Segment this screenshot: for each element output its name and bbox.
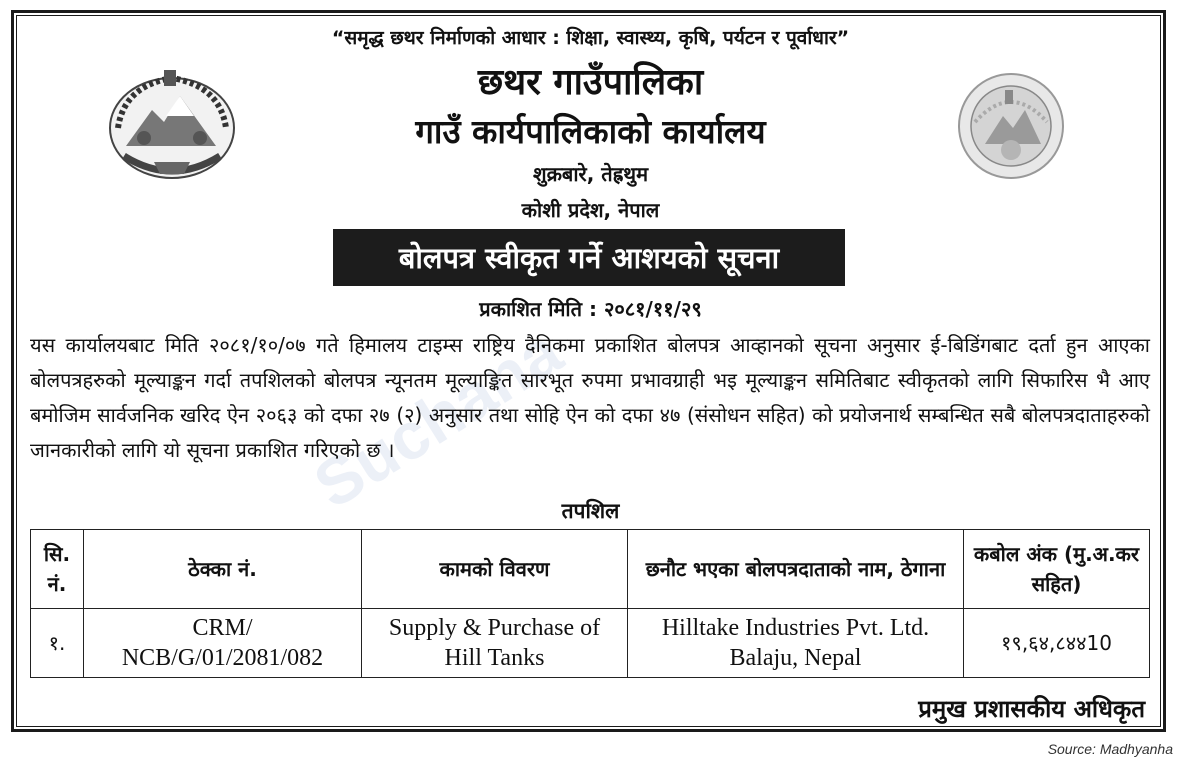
table-title: तपशिल [561, 499, 620, 523]
header-amount: कबोल अंक (मु.अ.कर सहित) [964, 530, 1150, 609]
cell-contract-no: CRM/ NCB/G/01/2081/082 [84, 609, 362, 678]
published-date: प्रकाशित मिति : २०८१/११/२९ [479, 297, 702, 321]
office-province: कोशी प्रदेश, नेपाल [521, 198, 660, 222]
watermark: Suchana [301, 313, 574, 523]
signatory-title: प्रमुख प्रशासकीय अधिकृत [918, 695, 1145, 723]
cell-sn: १. [31, 609, 84, 678]
cell-description: Supply & Purchase of Hill Tanks [362, 609, 628, 678]
source-credit: Source: Madhyanha [1047, 741, 1173, 757]
table-header-row [31, 530, 1150, 609]
office-location: शुक्रबारे, तेह्रथुम [532, 162, 649, 186]
award-details-table [30, 529, 1150, 678]
header-description: कामको विवरण [362, 530, 628, 609]
header-sn: सि. नं. [31, 530, 84, 609]
table-row [31, 609, 1150, 678]
slogan: “समृद्ध छथर निर्माणको आधार : शिक्षा, स्वास्थ्य, कृषि, पर्यटन र पूर्वाधार” [331, 27, 850, 49]
header-contract-no: ठेक्का नं. [84, 530, 362, 609]
notice-title-banner: बोलपत्र स्वीकृत गर्ने आशयको सूचना [333, 229, 845, 286]
office-name: गाउँ कार्यपालिकाको कार्यालय [415, 112, 766, 151]
cell-bidder: Hilltake Industries Pvt. Ltd. Balaju, Nepal [628, 609, 964, 678]
municipality-name: छथर गाउँपालिका [477, 62, 704, 103]
notice-body-paragraph: यस कार्यालयबाट मिति २०८१/१०/०७ गते हिमालय टाइम्स राष्ट्रिय दैनिकमा प्रकाशित बोलपत्र आव्हानको सूचना अनुसार ई-बिडिंगबाट दर्ता हुन आएका बोलपत्रहरुको मूल्याङ्कन गर्दा तपशिलको बोलपत्र न्यूनतम मूल्याङ्कित सारभूत रुपमा प्रभावग्राही भइ मूल्याङ्कन समितिबाट स्वीकृतको लागि सिफारिस भै आए बमोजिम सार्वजनिक खरिद ऐन २०६३ को दफा २७ (२) अनुसार तथा सोहि ऐन को दफा ४७ (संसोधन सहित) को प्रयोजनार्थ सम्बन्धित सबै बोलपत्रदाताहरुको जानकारीको लागि यो सूचना प्रकाशित गरिएको छ । [30, 333, 1150, 462]
header-bidder: छनौट भएका बोलपत्रदाताको नाम, ठेगाना [628, 530, 964, 609]
cell-amount: १९,६४,८४४10 [964, 609, 1150, 678]
